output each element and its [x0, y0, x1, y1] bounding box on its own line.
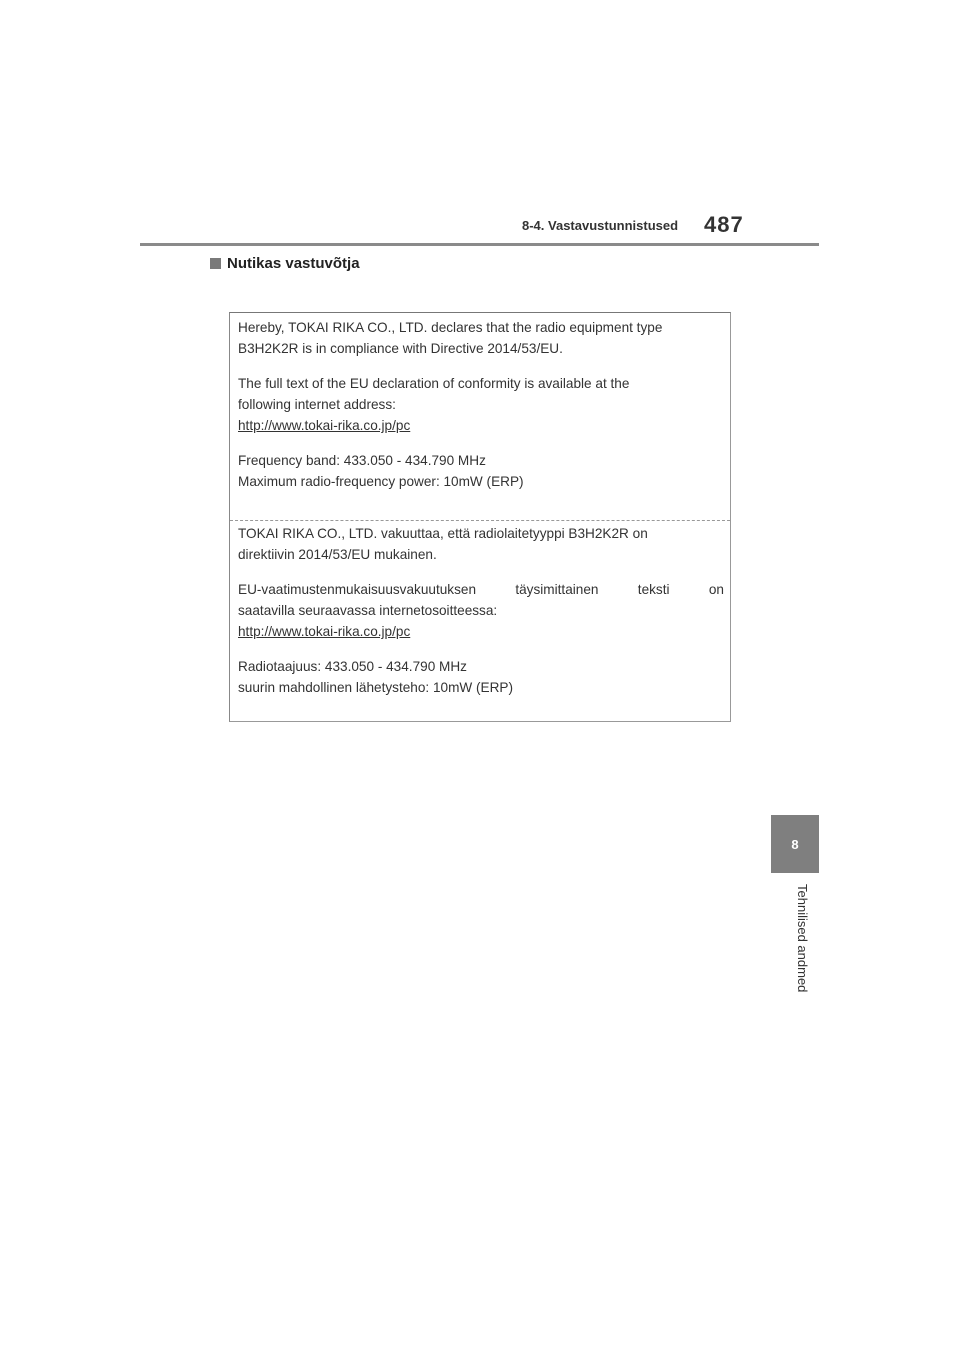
declaration-text: EU-vaatimustenmukaisuusvakuutuksen täysimittainen teksti on	[238, 582, 724, 597]
chapter-number: 8	[791, 836, 799, 852]
declaration-english	[238, 317, 724, 492]
chapter-tab	[771, 815, 819, 873]
declaration-text: The full text of the EU declaration of conformity is available at the	[238, 376, 630, 391]
declaration-text: Maximum radio-frequency power: 10mW (ERP)	[238, 474, 524, 489]
declaration-url-link[interactable]: http://www.tokai-rika.co.jp/pc	[238, 418, 411, 433]
square-bullet-icon	[210, 258, 221, 269]
section-heading	[210, 255, 360, 272]
declaration-text: Frequency band: 433.050 - 434.790 MHz	[238, 453, 486, 468]
declaration-text: TOKAI RIKA CO., LTD. vakuuttaa, että radiolaitetyyppi B3H2K2R on	[238, 526, 648, 541]
declaration-text: B3H2K2R is in compliance with Directive 2014/53/EU.	[238, 341, 563, 356]
declaration-url-link[interactable]: http://www.tokai-rika.co.jp/pc	[238, 624, 411, 639]
declaration-finnish	[238, 523, 724, 698]
header-section-title: 8-4. Vastavustunnistused	[522, 218, 679, 233]
declaration-box	[229, 312, 731, 722]
declaration-text: suurin mahdollinen lähetysteho: 10mW (ERP)	[238, 680, 514, 695]
chapter-label: Tehnilised andmed	[795, 884, 810, 993]
header-rule	[140, 243, 819, 246]
declaration-text: Radiotaajuus: 433.050 - 434.790 MHz	[238, 659, 467, 674]
section-heading-text: Nutikas vastuvõtja	[227, 255, 360, 272]
declaration-divider	[230, 520, 730, 521]
page-number: 487	[704, 212, 744, 237]
declaration-text: direktiivin 2014/53/EU mukainen.	[238, 547, 437, 562]
declaration-text: Hereby, TOKAI RIKA CO., LTD. declares that the radio equipment type	[238, 320, 663, 335]
declaration-text: following internet address:	[238, 397, 396, 412]
declaration-text: saatavilla seuraavassa internetosoitteessa:	[238, 603, 498, 618]
